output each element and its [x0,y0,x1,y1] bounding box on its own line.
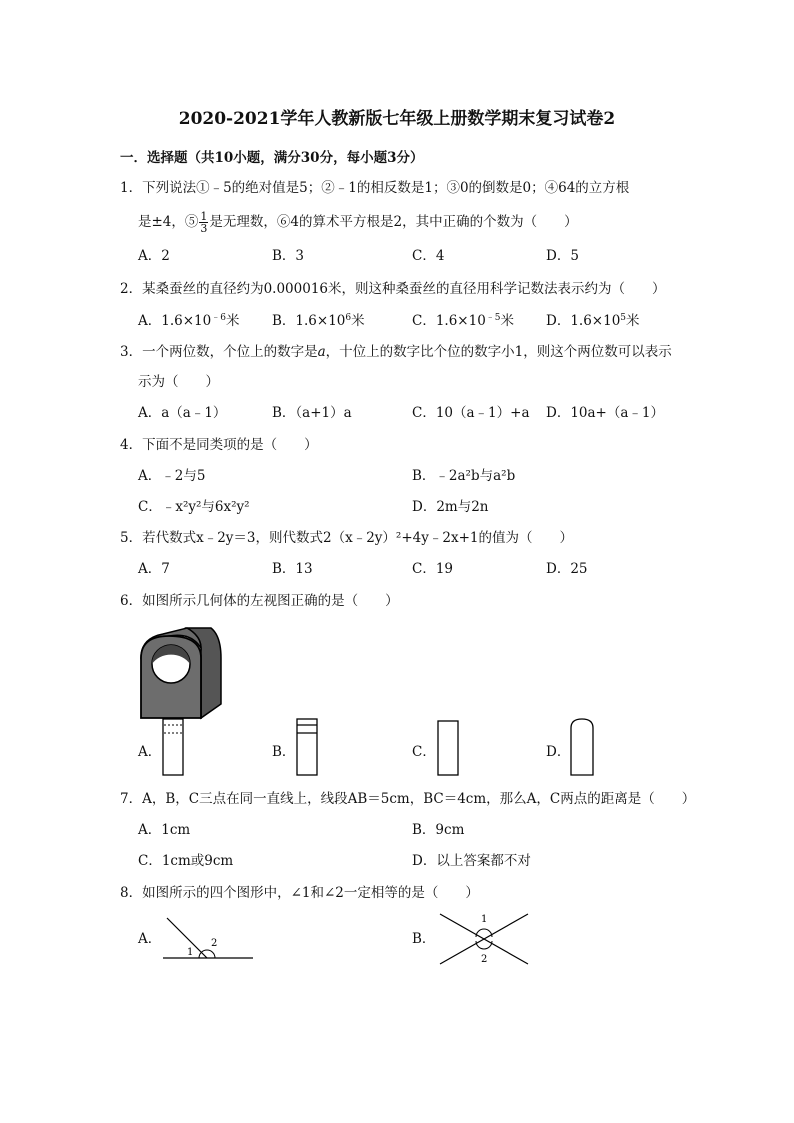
q1-fraction-numerator: 1 [200,210,208,223]
q4-option-b: B．﹣2a²b与a²b [412,468,516,484]
q3-stem-line1 [120,342,672,362]
q3-stem-line1-b: ，十位上的数字比个位的数字小1，则这个两位数可以表示 [325,344,672,360]
q1-fraction [199,211,208,234]
q8-stem: 8．如图所示的四个图形中，∠1和∠2一定相等的是（ ） [120,885,479,901]
q1-stem-line2-b: 是无理数，⑥4的算术平方根是2，其中正确的个数为（ ） [209,214,578,230]
q2-option-b-base: B．1.6×10 [272,313,346,329]
q6-option-d-label: D． [546,744,571,760]
q1-stem-line2 [138,211,578,234]
q1-stem-line2-a: 是±4，⑤ [138,214,199,230]
q8-option-a-angle2-label: 2 [211,938,218,949]
q5-stem: 5．若代数式x﹣2y＝3，则代数式2（x﹣2y）²+4y﹣2x+1的值为（ ） [120,530,573,546]
q6-option-c-figure [437,720,459,776]
q6-stem: 6．如图所示几何体的左视图正确的是（ ） [120,593,399,609]
q1-option-a: A．2 [138,248,170,264]
q1-fraction-denominator: 3 [200,222,208,235]
q2-option-a-exponent: ﹣6 [211,313,226,323]
q5-option-d: D．25 [546,561,588,577]
q8-option-a-figure [163,916,255,962]
q4-option-c: C．﹣x²y²与6x²y² [138,499,250,515]
q3-stem-line2: 示为（ ） [138,374,219,390]
q3-option-a: A．a（a﹣1） [138,405,227,421]
q2-option-b-unit: 米 [351,313,365,329]
q7-stem: 7．A，B，C三点在同一直线上，线段AB＝5cm，BC＝4cm，那么A，C两点的距离是（ ） [120,791,696,807]
q6-option-c-label: C． [412,744,436,760]
q8-option-b-figure [438,910,530,968]
q6-solid-figure [135,618,225,720]
q1-option-c: C．4 [412,248,445,264]
q5-option-b: B．13 [272,561,313,577]
q2-option-d-unit: 米 [626,313,640,329]
q6-option-b-label: B． [272,744,296,760]
q3-option-b: B．（a+1）a [272,405,352,421]
q8-option-b-angle2-label: 2 [481,954,488,965]
q2-option-b-exponent: 6 [345,313,352,323]
q2-option-a-base: A．1.6×10 [138,313,212,329]
q8-option-a-angle1-label: 1 [187,947,194,958]
q6-option-b-figure [296,718,318,776]
q2-option-c [412,311,514,331]
q2-option-d [546,311,640,331]
q6-option-a-label: A． [138,744,162,760]
q5-option-c: C．19 [412,561,454,577]
q2-option-a-unit: 米 [225,313,240,329]
q8-option-b-angle1-label: 1 [481,914,488,925]
q3-variable-a: a [317,344,326,360]
q8-option-b-label: B． [412,931,436,947]
q4-option-d: D．2m与2n [412,499,489,515]
q6-option-d-figure [570,718,594,776]
q2-option-c-unit: 米 [500,313,515,329]
q5-option-a: A．7 [138,561,170,577]
q7-option-a: A．1cm [138,822,191,838]
q4-stem: 4．下面不是同类项的是（ ） [120,437,318,453]
q2-option-a [138,311,239,331]
q2-option-d-base: D．1.6×10 [546,313,621,329]
q1-option-b: B．3 [272,248,305,264]
q1-stem-line1: 1．下列说法①﹣5的绝对值是5；②﹣1的相反数是1；③0的倒数是0；④64的立方根 [120,180,630,196]
page-title: 2020-2021学年人教新版七年级上册数学期末复习试卷2 [178,109,616,129]
q7-option-b: B．9cm [412,822,465,838]
q8-option-a-label: A． [138,931,162,947]
q2-option-d-exponent: 5 [620,313,627,323]
q7-option-d: D．以上答案都不对 [412,853,531,869]
q3-option-d: D．10a+（a﹣1） [546,405,664,421]
q6-option-a-figure [162,718,184,776]
q1-option-d: D．5 [546,248,579,264]
q7-option-c: C．1cm或9cm [138,853,234,869]
q2-option-c-base: C．1.6×10 [412,313,486,329]
q4-option-a: A．﹣2与5 [138,468,206,484]
q2-option-b [272,311,365,331]
section-heading: 一．选择题（共10小题，满分30分，每小题3分） [120,150,424,166]
q3-stem-line1-a: 3．一个两位数，个位上的数字是 [120,344,318,360]
q3-option-c: C．10（a﹣1）+a [412,405,530,421]
q2-option-c-exponent: ﹣5 [485,313,501,323]
q2-stem: 2．某桑蚕丝的直径约为0.000016米，则这种桑蚕丝的直径用科学记数法表示约为（ ） [120,281,666,297]
